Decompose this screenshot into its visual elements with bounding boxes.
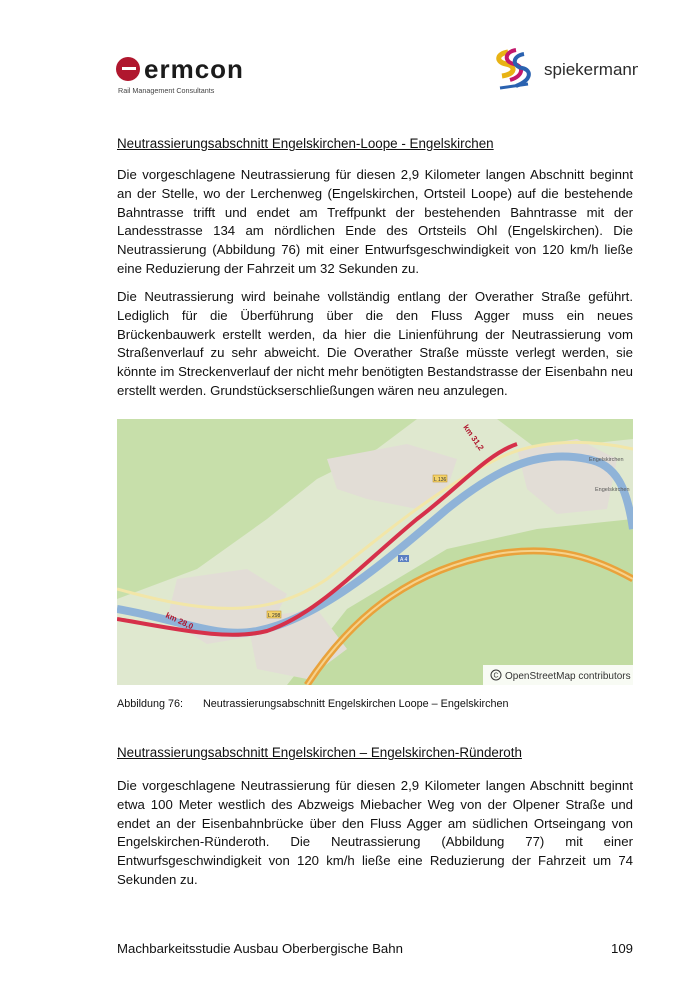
caption-number: Abbildung 76:: [117, 698, 184, 710]
km-end-label: km 31,2: [461, 422, 486, 453]
page-number: 109: [610, 941, 633, 956]
figure-caption: [117, 698, 509, 710]
ermcon-logo-text: ermcon: [144, 54, 244, 84]
paragraph: Die Neutrassierung wird beinahe vollständig entlang der Overather Straße geführt. Lediglich für die Überführung über die den Fluss Agger muss ein neues Brückenbauwerk erstellt werden, da hier die Linienführung der Neutrassierung vom Straßenverlauf zu sehr abweicht. Die Overather Straße müsste verlegt werden, sie könnte im Streckenverlauf der nicht mehr benötigten Bestandstrasse der Eisenbahn neu erstellt werden. Grundstückserschließungen wären neu anzulegen.: [117, 289, 633, 398]
caption-text: Neutrassierungsabschnitt Engelskirchen Loope – Engelskirchen: [203, 698, 509, 710]
page-footer: [117, 941, 633, 956]
map-attribution: OpenStreetMap contributors: [505, 671, 631, 682]
road-label: L 136: [434, 477, 447, 483]
section-heading: Neutrassierungsabschnitt Engelskirchen-Loope - Engelskirchen: [117, 136, 494, 151]
town-label: Engelskirchen: [595, 487, 630, 493]
spiekermann-logo-text: spiekermann: [544, 60, 638, 79]
paragraph: Die vorgeschlagene Neutrassierung für diesen 2,9 Kilometer langen Abschnitt beginnt etwa 100 Meter westlich des Abzweigs Miebacher Weg von der Olpener Straße und endet an der Eisenbahnbrücke über den Fluss Agger am südlichen Ortseingang von Engelskirchen-Ründeroth. Die Neutrassierung (Abbildung 77) mit einer Entwurfsgeschwindigkeit von 120 km/h ließe eine Reduzierung der Fahrzeit um 74 Sekunden zu.: [117, 778, 633, 887]
svg-text:C: C: [493, 672, 499, 680]
section-heading: Neutrassierungsabschnitt Engelskirchen – Engelskirchen-Ründeroth: [117, 745, 522, 760]
town-label: Engelskirchen: [589, 457, 624, 463]
ermcon-tagline: Rail Management Consultants: [118, 86, 215, 95]
highway-label: A 4: [400, 557, 408, 563]
ermcon-logo: [116, 54, 246, 98]
road-label: L 298: [268, 613, 281, 619]
spiekermann-logo: [488, 44, 638, 96]
paragraph: Die vorgeschlagene Neutrassierung für diesen 2,9 Kilometer langen Abschnitt beginnt an der Stelle, wo der Lerchenweg (Engelskirchen, Ortsteil Loope) auf die bestehende Bahntrasse trifft und endet am Treffpunkt der bestehenden Bahntrasse mit der Landesstrasse 134 am nördlichen Ende des Ortsteils Ohl (Engelskirchen). Die Neutrassierung (Abbildung 76) mit einer Entwurfsgeschwindigkeit von 120 km/h ließe eine Reduzierung der Fahrzeit um 32 Sekunden zu.: [117, 167, 633, 276]
footer-title: Machbarkeitsstudie Ausbau Oberbergische Bahn: [117, 941, 403, 956]
km-start-label: km 28,0: [164, 610, 195, 632]
route-map: [117, 419, 633, 685]
